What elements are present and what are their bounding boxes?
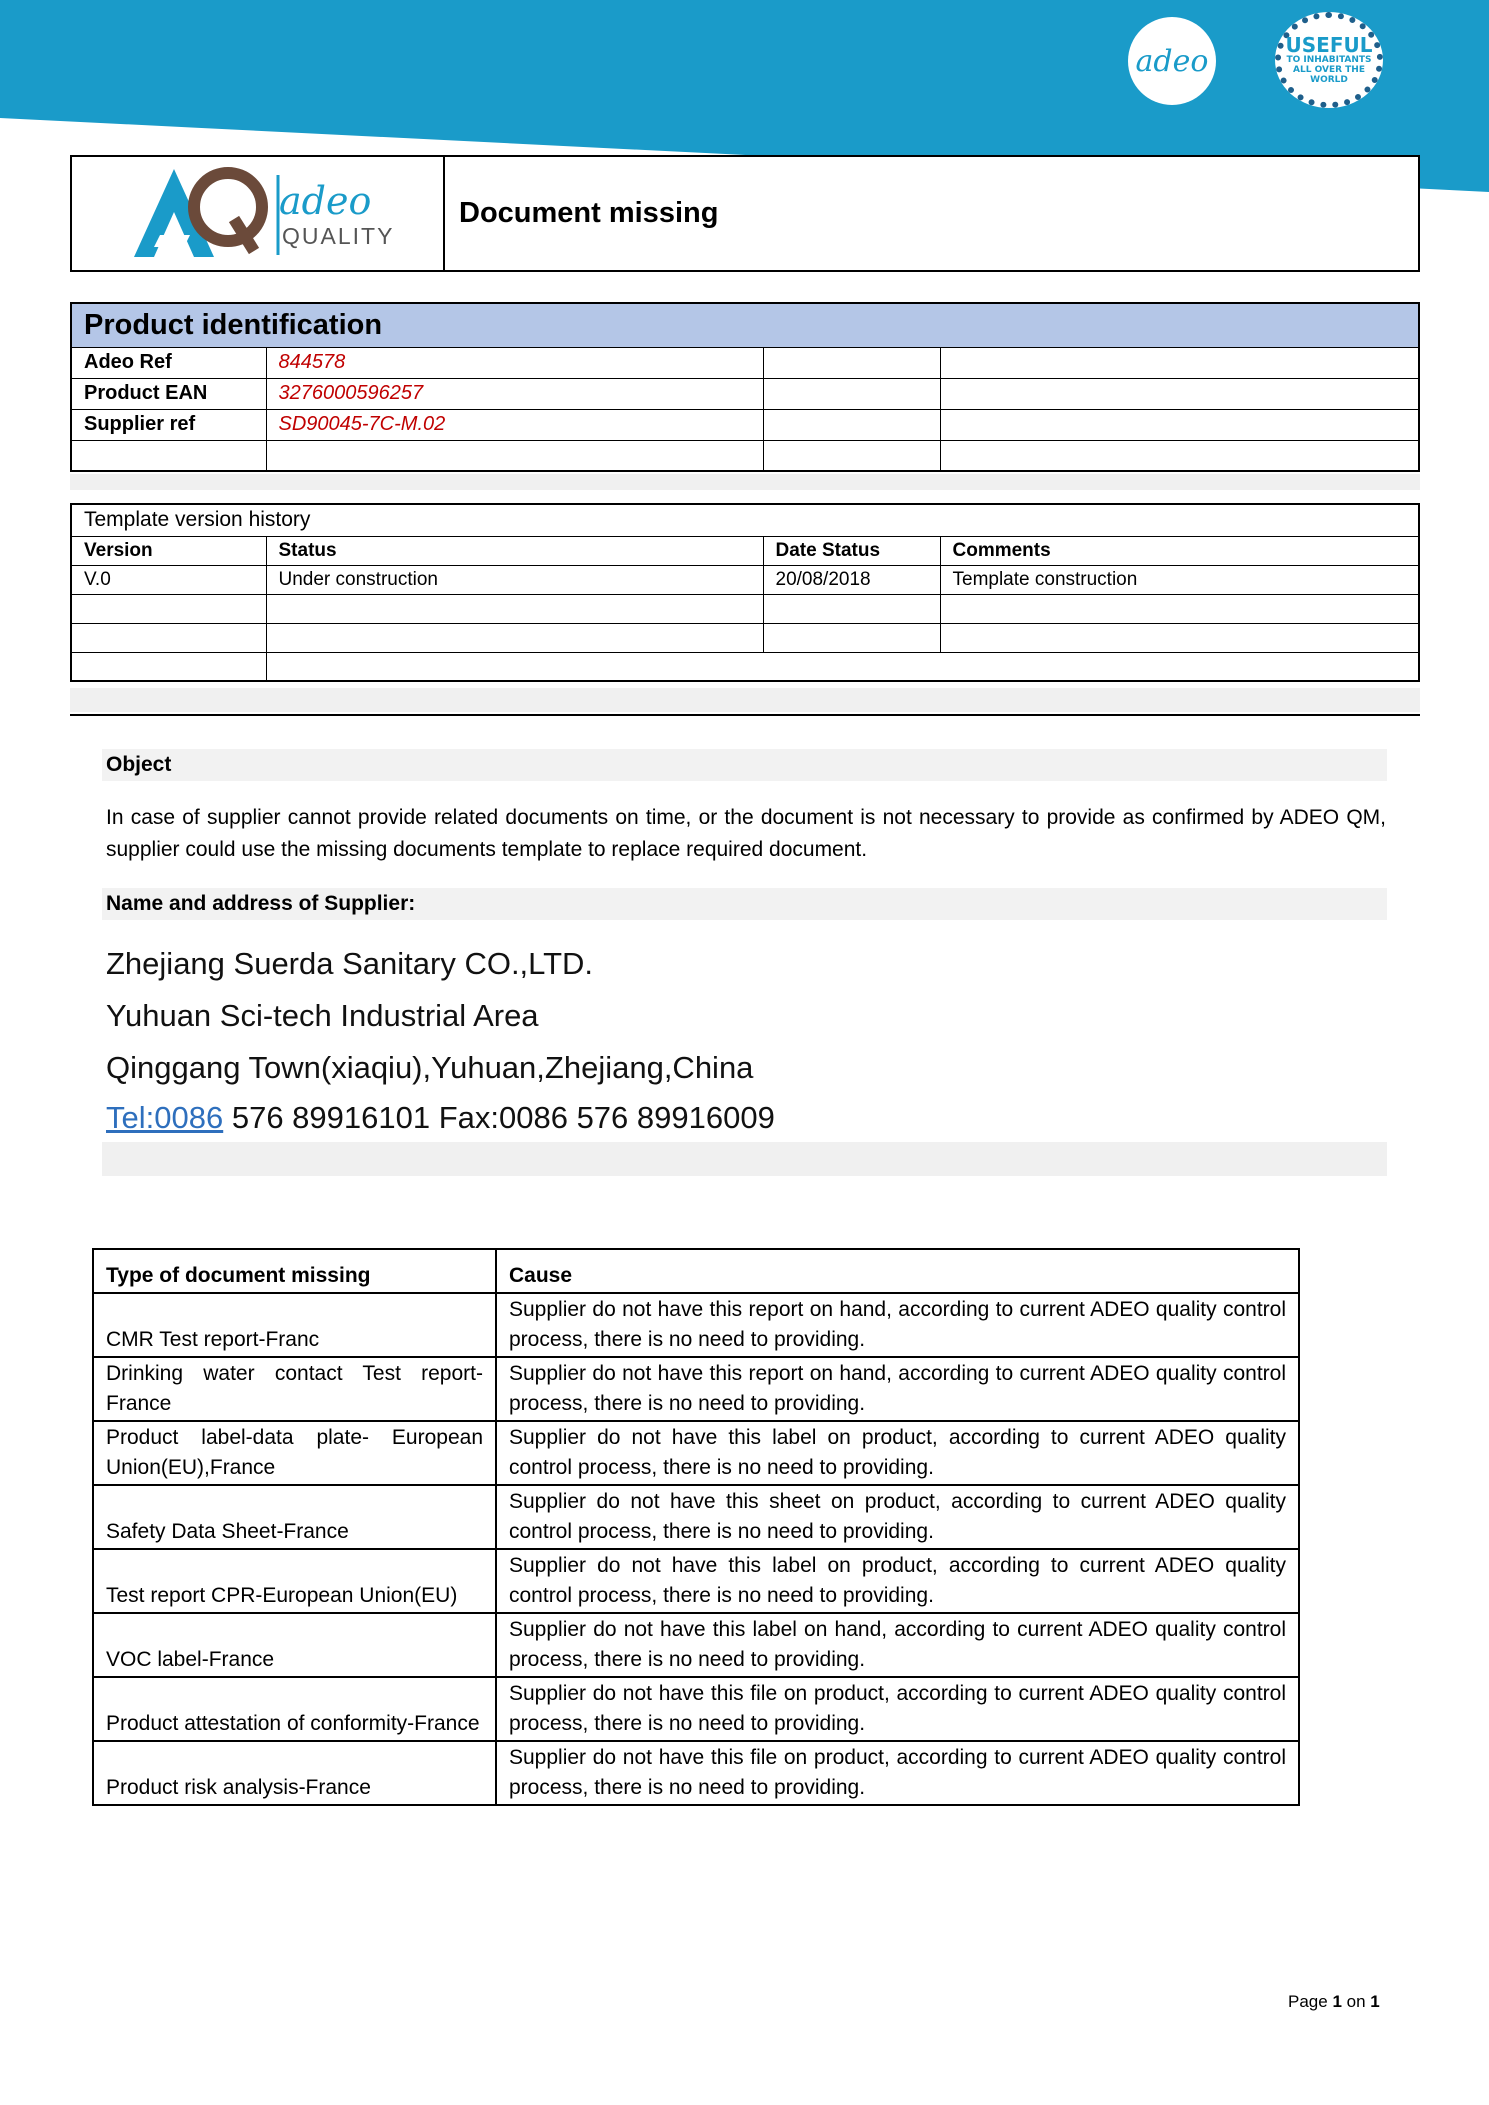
status-value: Under construction (266, 565, 763, 594)
document-type: Product label-data plate- European Union(EU),France (93, 1421, 496, 1485)
table-row (71, 378, 1419, 409)
empty-cell (71, 594, 266, 623)
aq-logo-quality: QUALITY (282, 223, 395, 249)
table-row (71, 565, 1419, 594)
document-cause: Supplier do not have this file on product, according to current ADEO quality control process, there is no need to providing. (496, 1677, 1299, 1741)
empty-cell (940, 378, 1419, 409)
table-row (93, 1357, 1299, 1421)
document-type: Safety Data Sheet-France (93, 1485, 496, 1549)
document-header (70, 155, 1420, 272)
empty-cell (71, 652, 266, 681)
comments-value: Template construction (940, 565, 1419, 594)
supplier-name: Zhejiang Suerda Sanitary CO.,LTD. (106, 946, 594, 981)
table-row (71, 594, 1419, 623)
aq-logo-adeo: adeo (279, 179, 372, 223)
template-history-title-row (71, 504, 1419, 536)
adeo-ref-label: Adeo Ref (71, 347, 266, 378)
spacer-strip (102, 1142, 1387, 1176)
table-row (93, 1677, 1299, 1741)
document-cause: Supplier do not have this label on product, according to current ADEO quality control process, there is no need to providing. (496, 1421, 1299, 1485)
version-value: V.0 (71, 565, 266, 594)
object-heading: Object (102, 749, 1387, 781)
template-history-columns (71, 536, 1419, 565)
divider-line (70, 714, 1420, 716)
empty-cell (940, 594, 1419, 623)
adeo-logo (1128, 17, 1216, 105)
col-comments: Comments (940, 536, 1419, 565)
document-cause: Supplier do not have this sheet on product, according to current ADEO quality control process, there is no need to providing. (496, 1485, 1299, 1549)
empty-cell (763, 378, 940, 409)
col-version: Version (71, 536, 266, 565)
useful-badge-title: USEFUL (1285, 33, 1373, 57)
missing-documents-table (92, 1248, 1300, 1806)
col-date-status: Date Status (763, 536, 940, 565)
useful-badge-logo (1275, 12, 1383, 108)
product-identification-table (70, 302, 1420, 472)
empty-cell (266, 623, 763, 652)
spacer-strip (70, 474, 1420, 490)
table-row (93, 1613, 1299, 1677)
document-title: Document missing (459, 197, 719, 229)
empty-cell (940, 440, 1419, 471)
empty-cell (763, 440, 940, 471)
product-identification-header (71, 303, 1419, 347)
empty-cell (71, 440, 266, 471)
tel-link[interactable]: Tel:0086 (106, 1100, 224, 1135)
col-cause: Cause (496, 1249, 1299, 1293)
product-identification-title: Product identification (71, 303, 1419, 347)
spacer-strip (70, 688, 1420, 712)
table-row (93, 1549, 1299, 1613)
document-cause: Supplier do not have this file on product, according to current ADEO quality control process, there is no need to providing. (496, 1741, 1299, 1805)
empty-cell (763, 594, 940, 623)
document-type: CMR Test report-Franc (93, 1293, 496, 1357)
empty-cell (940, 347, 1419, 378)
product-ean-label: Product EAN (71, 378, 266, 409)
aq-logo-icon (102, 157, 282, 272)
adeo-ref-value: 844578 (266, 347, 763, 378)
page-current: 1 (1332, 1992, 1342, 2011)
document-cause: Supplier do not have this report on hand, according to current ADEO quality control process, there is no need to providing. (496, 1293, 1299, 1357)
supplier-address-line2: Qinggang Town(xiaqiu),Yuhuan,Zhejiang,China (106, 1050, 754, 1085)
table-row (93, 1293, 1299, 1357)
document-type: Drinking water contact Test report-France (93, 1357, 496, 1421)
contact-numbers: 576 89916101 Fax:0086 576 89916009 (223, 1100, 775, 1135)
table-row (71, 623, 1419, 652)
document-type: VOC label-France (93, 1613, 496, 1677)
document-type: Product risk analysis-France (93, 1741, 496, 1805)
supplier-ref-label: Supplier ref (71, 409, 266, 440)
useful-badge-subtitle: TO INHABITANTS ALL OVER THE WORLD (1286, 55, 1372, 85)
table-row (71, 440, 1419, 471)
date-value: 20/08/2018 (763, 565, 940, 594)
document-type: Product attestation of conformity-France (93, 1677, 496, 1741)
document-type: Test report CPR-European Union(EU) (93, 1549, 496, 1613)
object-text: In case of supplier cannot provide related documents on time, or the document is not necessary to provide as confirmed by ADEO QM, supplier could use the missing documents template to replace required document. (106, 806, 1386, 861)
empty-cell (763, 347, 940, 378)
empty-cell (266, 440, 763, 471)
template-history-title: Template version history (71, 504, 1419, 536)
adeo-logo-text: adeo (1135, 43, 1209, 79)
table-row (93, 1485, 1299, 1549)
product-ean-value: 3276000596257 (266, 378, 763, 409)
empty-cell (940, 623, 1419, 652)
page-total: 1 (1370, 1992, 1380, 2011)
document-cause: Supplier do not have this report on hand, according to current ADEO quality control process, there is no need to providing. (496, 1357, 1299, 1421)
supplier-contact (106, 1100, 775, 1136)
missing-documents-header (93, 1249, 1299, 1293)
empty-cell (763, 409, 940, 440)
table-row (71, 347, 1419, 378)
on-word: on (1341, 1992, 1371, 2011)
supplier-heading: Name and address of Supplier: (102, 888, 1387, 920)
document-cause: Supplier do not have this label on product, according to current ADEO quality control process, there is no need to providing. (496, 1549, 1299, 1613)
page-number (1288, 1992, 1380, 2012)
supplier-ref-value: SD90045-7C-M.02 (266, 409, 763, 440)
adeo-quality-logo (72, 157, 445, 270)
table-row (71, 652, 1419, 681)
template-history-table (70, 503, 1420, 682)
table-row (93, 1421, 1299, 1485)
empty-cell (266, 652, 1419, 681)
col-status: Status (266, 536, 763, 565)
empty-cell (940, 409, 1419, 440)
table-row (93, 1741, 1299, 1805)
supplier-address-line1: Yuhuan Sci-tech Industrial Area (106, 998, 539, 1033)
empty-cell (266, 594, 763, 623)
document-cause: Supplier do not have this label on hand, according to current ADEO quality control process, there is no need to providing. (496, 1613, 1299, 1677)
table-row (71, 409, 1419, 440)
empty-cell (763, 623, 940, 652)
page-word: Page (1288, 1992, 1333, 2011)
col-type-of-document: Type of document missing (93, 1249, 496, 1293)
empty-cell (71, 623, 266, 652)
